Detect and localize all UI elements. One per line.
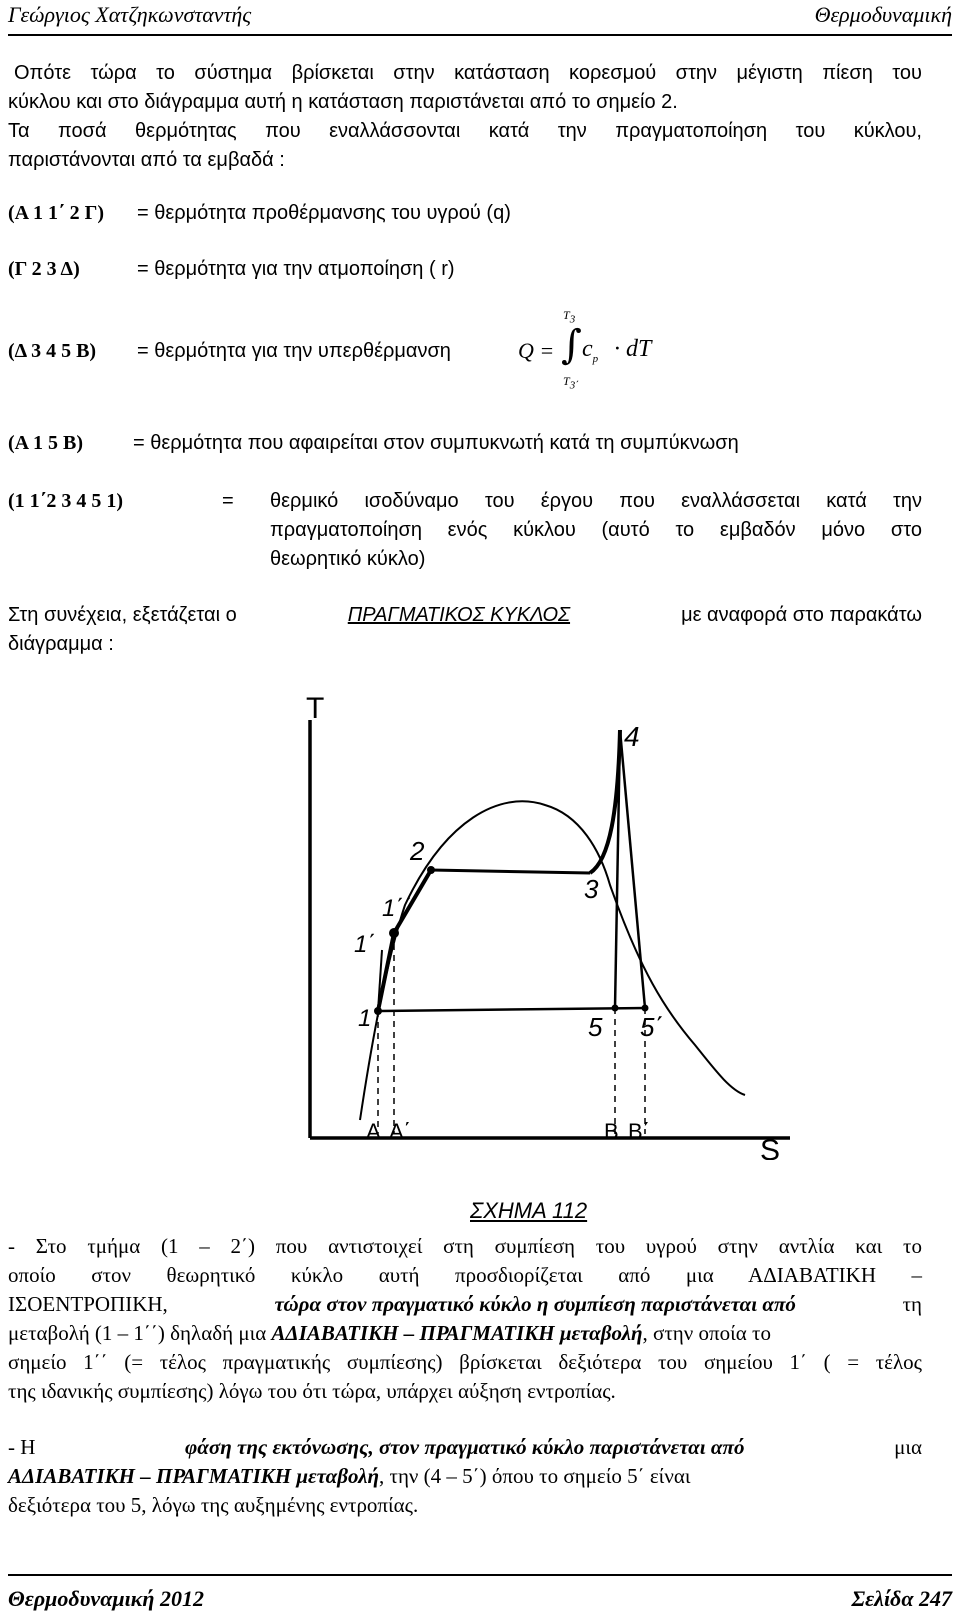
- formula-differential: · dT: [614, 336, 652, 362]
- figure-caption: ΣΧΗΜΑ 112: [470, 1198, 588, 1223]
- bullet-1-adiabatic-real: ΑΔΙΑΒΑΤΙΚΗ – ΠΡΑΓΜΑΤΙΚΗ μεταβολή: [271, 1321, 643, 1345]
- bullet-2-adiabatic-real: ΑΔΙΑΒΑΤΙΚΗ – ΠΡΑΓΜΑΤΙΚΗ μεταβολή: [8, 1464, 379, 1488]
- bullet-1-line-3: [8, 1289, 922, 1319]
- real-expansion: [620, 730, 645, 1008]
- bullet-2-rest: , την (4 – 5΄) όπου το σημείο 5΄ είναι: [379, 1464, 691, 1488]
- area-5-label: (1 1΄2 3 4 5 1): [8, 490, 123, 512]
- formula-integrand: $c_p$: [582, 336, 599, 365]
- label-point-1-prime: 1΄: [354, 931, 376, 958]
- label-point-1: 1: [358, 1005, 372, 1032]
- bullet-1-line-4: [8, 1318, 771, 1348]
- bullet-1-line-6: της ιδανικής συμπίεσης) λόγω του ότι τώρα, υπάρχει αύξηση εντροπίας.: [8, 1379, 616, 1403]
- bullet-1-line-5: σημείο 1΄΄ (= τέλος πραγματικής συμπίεσης) βρίσκεται δεξιότερα του σημείου 1΄ ( = τέλος: [8, 1350, 922, 1374]
- tick-b: B: [604, 1119, 619, 1144]
- label-point-5: 5: [588, 1012, 603, 1042]
- area-2-desc: = θερμότητα για την ατμοποίηση ( r): [137, 258, 455, 280]
- area-5-desc-1: θερμικό ισοδύναμο του έργου που εναλλάσσεται κατά την: [270, 490, 922, 512]
- bullet-1-isentropic: ΙΣΟΕΝΤΡΟΠΙΚΗ,: [8, 1292, 168, 1316]
- tick-a-prime: A΄: [389, 1119, 411, 1144]
- area-5-desc-3: θεωρητικό κύκλο): [270, 548, 426, 570]
- superheat-line: [590, 730, 620, 873]
- bullet-1-the: τη: [902, 1292, 922, 1316]
- transition-pre: Στη συνέχεια, εξετάζεται ο: [8, 604, 237, 626]
- area-5-desc-2: πραγματοποίηση ενός κύκλου (αυτό το εμβαδόν μόνο στο: [270, 519, 922, 541]
- integral-lower-limit: $T_{3΄}$: [563, 374, 579, 392]
- formula-q: Q =: [518, 338, 555, 363]
- bullet-2-line-1: [8, 1432, 922, 1462]
- bullet-1-emphasis: τώρα στον πραγματικό κύκλο η συμπίεση παριστάνεται από: [274, 1292, 796, 1316]
- label-point-1-double-prime: 1΄΄: [382, 895, 412, 922]
- integral-sign: ∫: [561, 322, 582, 368]
- intro-line-1: Οπότε τώρα το σύστημα βρίσκεται στην κατάσταση κορεσμού στην μέγιστη πίεση του: [14, 62, 922, 84]
- label-point-4: 4: [624, 721, 640, 752]
- area-3-desc: = θερμότητα για την υπερθέρμανση: [137, 340, 451, 362]
- label-point-5-prime: 5΄: [640, 1012, 664, 1042]
- area-4-label: (Α 1 5 Β): [8, 432, 83, 454]
- footer-title: Θερμοδυναμική 2012: [8, 1586, 204, 1611]
- bullet-1-line-1: - Στο τμήμα (1 – 2΄) που αντιστοιχεί στη συμπίεση του υγρού στην αντλία και το: [8, 1234, 922, 1258]
- evaporation-line: [431, 870, 590, 873]
- point-1-double-prime-marker: [389, 928, 399, 938]
- point-5-prime-marker: [642, 1005, 649, 1012]
- bullet-1-where: , στην οποία το: [642, 1321, 771, 1345]
- bullet-2-start: - Η: [8, 1435, 36, 1459]
- area-5-eq: =: [222, 490, 234, 512]
- intro-line-2: κύκλου και στο διάγραμμα αυτή η κατάσταση παριστάνεται από το σημείο 2.: [8, 91, 678, 113]
- area-1-desc: = θερμότητα προθέρμανσης του υγρού (q): [137, 202, 511, 224]
- page-footer: [8, 1574, 952, 1616]
- area-3-label: (Δ 3 4 5 Β): [8, 340, 97, 362]
- bullet-2-line-2: [8, 1461, 690, 1491]
- t-axis-label: T: [306, 692, 325, 725]
- point-5-marker: [612, 1005, 619, 1012]
- bullet-2-emphasis: φάση της εκτόνωσης, στον πραγματικό κύκλο παριστάνεται από: [185, 1435, 745, 1459]
- condensation-line: [378, 1008, 648, 1011]
- area-2-label: (Γ 2 3 Δ): [8, 258, 80, 280]
- bullet-2-line-3: δεξιότερα του 5, λόγω της αυξημένης εντροπίας.: [8, 1493, 419, 1517]
- intro-line-3: Τα ποσά θερμότητας που εναλλάσσονται κατά την πραγματοποίηση του κύκλου,: [8, 120, 922, 142]
- tick-a: A: [366, 1119, 381, 1144]
- integral-upper-limit: $T_3$: [563, 308, 576, 326]
- tick-b-prime: B΄: [628, 1119, 650, 1144]
- bullet-1-change: μεταβολή (1 – 1΄΄) δηλαδή μια: [8, 1321, 267, 1345]
- page-number: Σελίδα 247: [851, 1586, 952, 1611]
- s-axis-label: S: [760, 1134, 781, 1160]
- real-cycle-heading: ΠΡΑΓΜΑΤΙΚΟΣ ΚΥΚΛΟΣ: [347, 604, 571, 626]
- label-point-3: 3: [584, 874, 599, 904]
- transition-line-2: διάγραμμα :: [8, 633, 114, 655]
- transition-line-1: [8, 600, 922, 630]
- area-1-label: (Α 1 1΄ 2 Γ): [8, 202, 105, 224]
- bullet-1-line-2: οποίο στον θεωρητικό κύκλο αυτή προσδιορίζεται από μια ΑΔΙΑΒΑΤΙΚΗ –: [8, 1263, 922, 1287]
- point-2-marker: [427, 866, 435, 874]
- label-point-2: 2: [410, 836, 425, 866]
- header-author: Γεώργιος Χατζηκωνσταντής: [8, 2, 252, 27]
- area-4-desc: = θερμότητα που αφαιρείται στον συμπυκνωτή κατά τη συμπύκνωση: [133, 432, 739, 454]
- intro-line-4: παριστάνονται από τα εμβαδά :: [8, 149, 285, 171]
- page-header: [8, 0, 952, 36]
- bullet-2-a: μια: [894, 1435, 922, 1459]
- transition-post: με αναφορά στο παρακάτω: [681, 604, 922, 626]
- header-subject: Θερμοδυναμική: [814, 2, 952, 27]
- ts-diagram: [290, 690, 800, 1160]
- point-1-marker: [374, 1007, 382, 1015]
